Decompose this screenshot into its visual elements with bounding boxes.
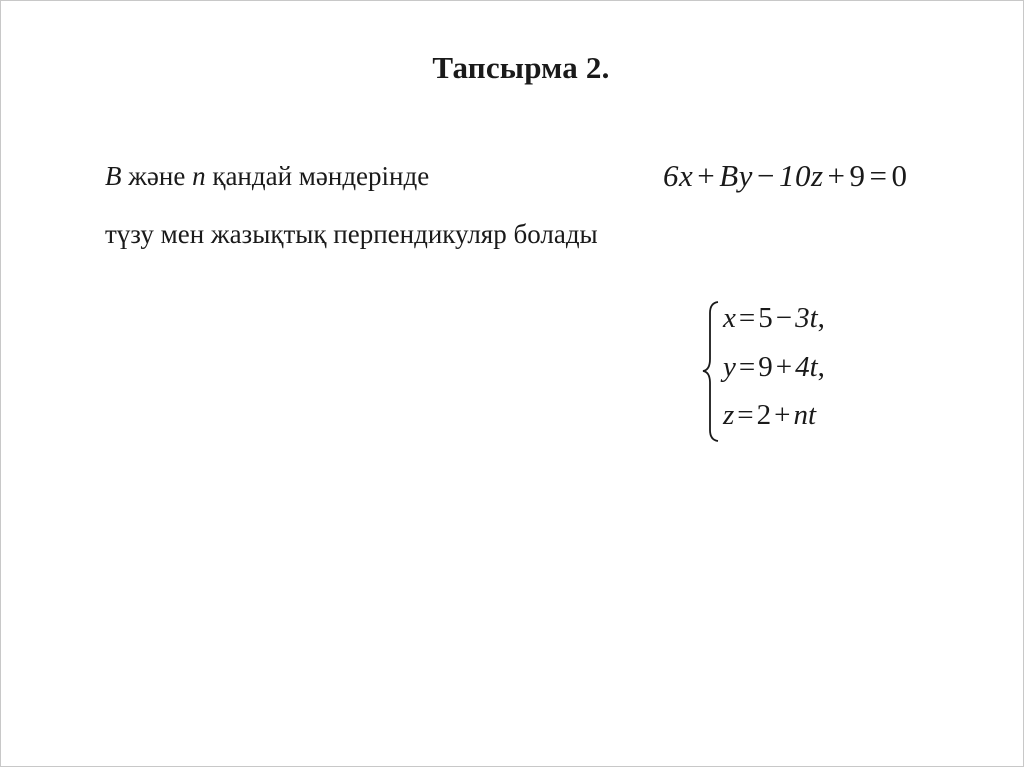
left-brace	[701, 299, 721, 444]
system-op: −	[775, 302, 793, 334]
system-line-z	[723, 399, 816, 432]
system-param-term: 4t	[795, 351, 818, 383]
question-line-1	[105, 161, 429, 192]
question-text-b: қандай мәндерінде	[205, 161, 430, 191]
system-end: ,	[817, 302, 825, 334]
system-lhs: z	[723, 399, 735, 431]
plane-term-1: 6x	[663, 158, 694, 193]
plane-term-3: 10z	[778, 158, 824, 193]
question-line-2: түзу мен жазықтық перпендикуляр болады	[105, 219, 598, 249]
system-const: 9	[758, 351, 773, 383]
plane-op-4: =	[869, 158, 888, 193]
line-system	[701, 299, 901, 444]
system-lhs: x	[723, 302, 736, 334]
system-line-x	[723, 302, 825, 335]
system-param-term: nt	[793, 399, 817, 431]
plane-term-2: By	[719, 158, 753, 193]
var-b: B	[105, 161, 122, 191]
slide-title: Тапсырма 2.	[432, 50, 610, 85]
system-const: 2	[756, 399, 772, 431]
system-end: ,	[817, 351, 825, 383]
system-eq: =	[738, 351, 756, 383]
system-const: 5	[758, 302, 773, 334]
system-line-y	[723, 351, 825, 384]
plane-op-2: −	[756, 158, 775, 193]
plane-term-5: 0	[891, 158, 908, 193]
system-eq: =	[738, 302, 756, 334]
system-eq: =	[737, 399, 754, 431]
plane-op-1: +	[697, 158, 716, 193]
system-op: +	[774, 399, 791, 431]
plane-equation	[663, 158, 907, 194]
system-op: +	[775, 351, 793, 383]
system-lhs: y	[723, 351, 736, 383]
question-text-a: және	[121, 161, 193, 191]
system-param-term: 3t	[795, 302, 818, 334]
var-n: n	[192, 161, 206, 191]
plane-op-3: +	[827, 158, 846, 193]
plane-term-4: 9	[849, 158, 866, 193]
